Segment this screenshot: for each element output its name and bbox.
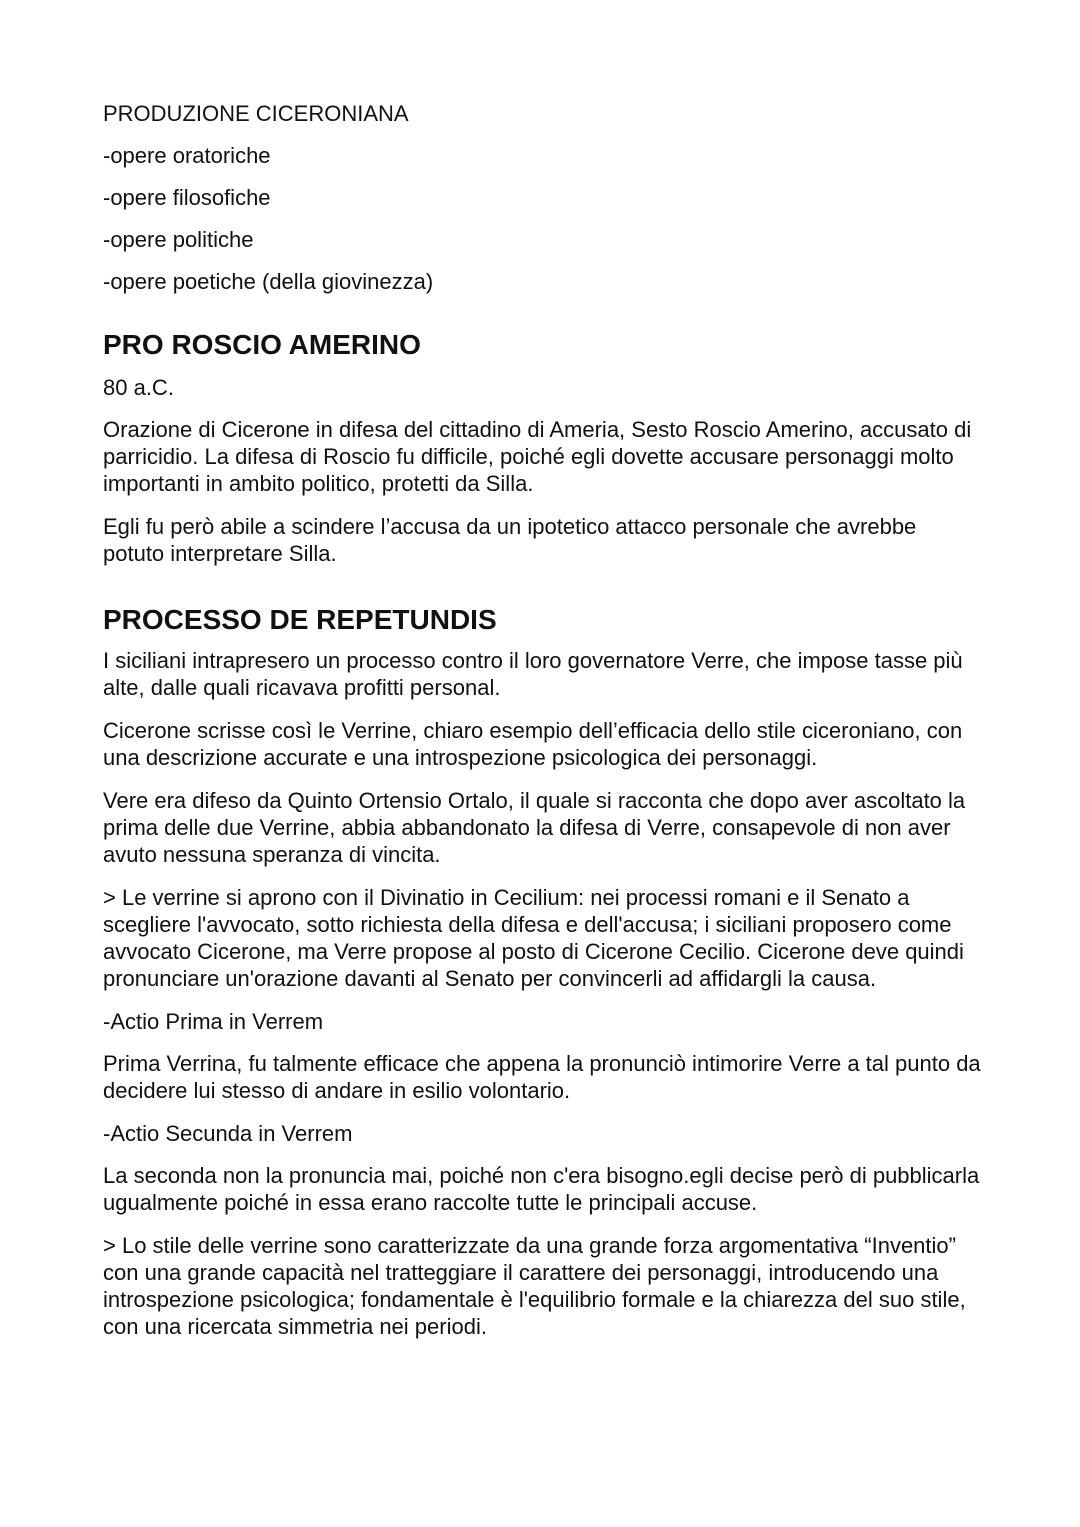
section-date: 80 a.C. bbox=[103, 375, 174, 400]
paragraph: Vere era difeso da Quinto Ortensio Ortalo, il quale si racconta che dopo aver ascoltato la prima delle due Verrine, abbia abbandonato la difesa di Verre, consapevole di non aver avuto nessuna speranza di vincita. bbox=[103, 788, 966, 867]
list-item: -opere oratoriche bbox=[103, 143, 271, 168]
section-heading-pro-roscio: PRO ROSCIO AMERINO bbox=[103, 329, 421, 360]
list-item: -opere politiche bbox=[103, 227, 254, 252]
subheading: -Actio Prima in Verrem bbox=[103, 1009, 324, 1034]
paragraph: Egli fu però abile a scindere l’accusa da un ipotetico attacco personale che avrebbe potuto interpretare Silla. bbox=[103, 514, 917, 566]
list-item: -opere poetiche (della giovinezza) bbox=[103, 269, 434, 294]
document-page bbox=[103, 100, 983, 1340]
section-heading-repetundis: PROCESSO DE REPETUNDIS bbox=[103, 604, 497, 635]
intro-title: PRODUZIONE CICERONIANA bbox=[103, 101, 409, 126]
list-item: -opere filosofiche bbox=[103, 185, 271, 210]
paragraph: Cicerone scrisse così le Verrine, chiaro esempio dell’efficacia dello stile ciceroniano, con una descrizione accurate e una introspezione psicologica dei personaggi. bbox=[103, 718, 963, 770]
paragraph: I siciliani intrapresero un processo contro il loro governatore Verre, che impose tasse più alte, dalle quali ricavava profitti personal. bbox=[103, 648, 963, 700]
paragraph: La seconda non la pronuncia mai, poiché non c'era bisogno.egli decise però di pubblicarla ugualmente poiché in essa erano raccolte tutte le principali accuse. bbox=[103, 1163, 980, 1215]
subheading: -Actio Secunda in Verrem bbox=[103, 1121, 353, 1146]
paragraph: Prima Verrina, fu talmente efficace che appena la pronunciò intimorire Verre a tal punto da decidere lui stesso di andare in esilio volontario. bbox=[103, 1051, 981, 1103]
paragraph: > Le verrine si aprono con il Divinatio in Cecilium: nei processi romani e il Senato a scegliere l'avvocato, sotto richiesta della difesa e dell'accusa; i siciliani proposero come avvocato Cicerone, ma Verre propose al posto di Cicerone Cecilio. Cicerone deve quindi pronunciare un'orazione davanti al Senato per convincerli ad affidargli la causa. bbox=[103, 885, 964, 991]
paragraph: Orazione di Cicerone in difesa del cittadino di Ameria, Sesto Roscio Amerino, accusato di parricidio. La difesa di Roscio fu difficile, poiché egli dovette accusare personaggi molto importanti in ambito politico, protetti da Silla. bbox=[103, 417, 972, 496]
paragraph: > Lo stile delle verrine sono caratterizzate da una grande forza argomentativa “Inventio” con una grande capacità nel tratteggiare il carattere dei personaggi, introducendo una introspezione psicologica; fondamentale è l'equilibrio formale e la chiarezza del suo stile, con una ricercata simmetria nei periodi. bbox=[103, 1233, 966, 1339]
